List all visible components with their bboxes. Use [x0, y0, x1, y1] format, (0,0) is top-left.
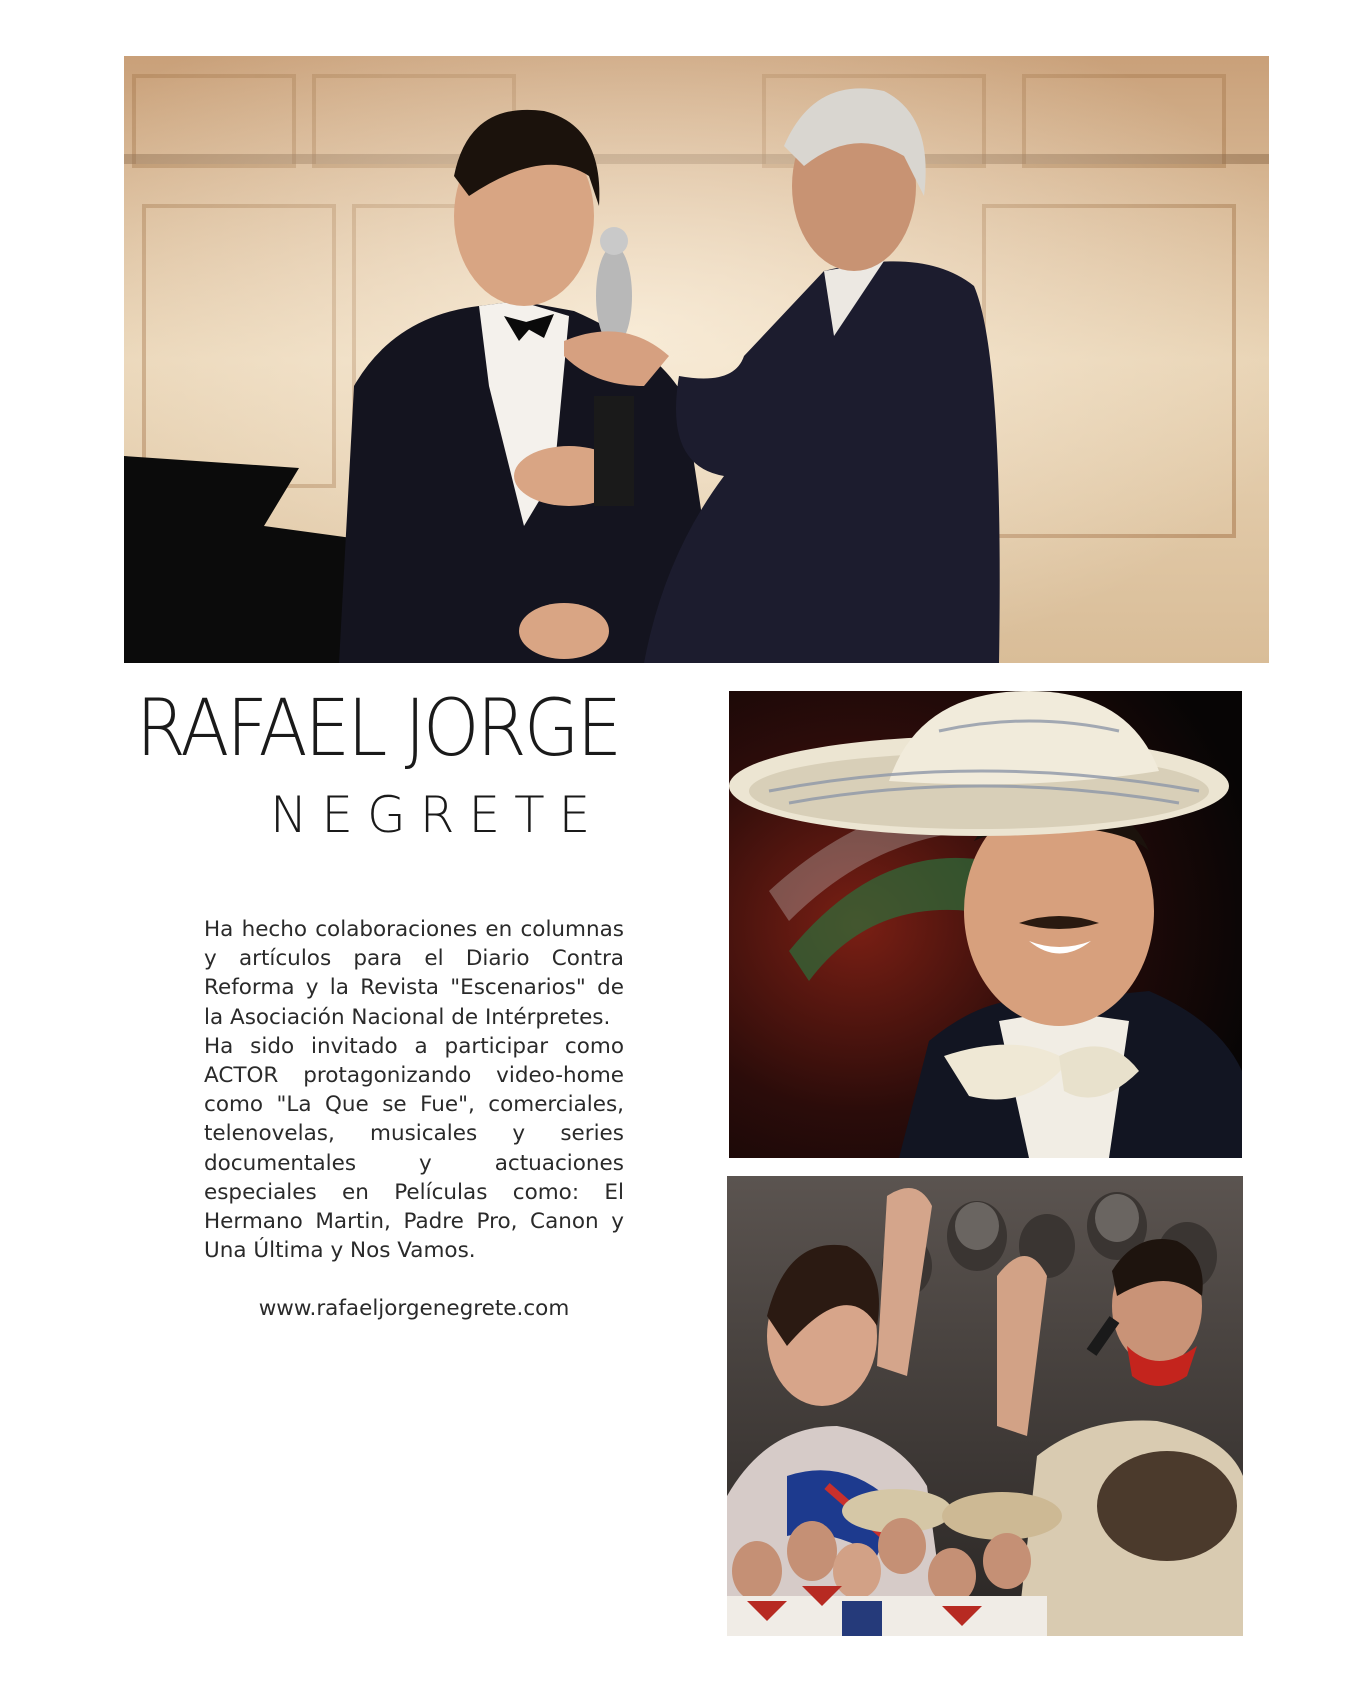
surname-title: NEGRETE: [270, 786, 605, 844]
biography-text: [204, 915, 624, 1265]
award-ceremony-photo: [124, 56, 1269, 663]
bio-paragraph-1: Ha hecho colaboraciones en columnas y artículos para el Diario Contra Reforma y la Revista "Escenarios" de la Asociación Nacional de Intérpretes.: [204, 917, 624, 1030]
name-title: RAFAEL JORGE: [136, 684, 620, 774]
charro-portrait-photo: [729, 691, 1242, 1158]
website-link[interactable]: www.rafaeljorgenegrete.com: [258, 1296, 570, 1321]
stage-performance-photo: [727, 1176, 1243, 1636]
bio-paragraph-2: Ha sido invitado a participar como ACTOR protagonizando video-home como "La Que se Fue", comerciales, telenovelas, musicales y series documentales y actuaciones especiales en Películas como: El Hermano Martin, Padre Pro, Canon y Una Última y Nos Vamos.: [204, 1033, 624, 1264]
